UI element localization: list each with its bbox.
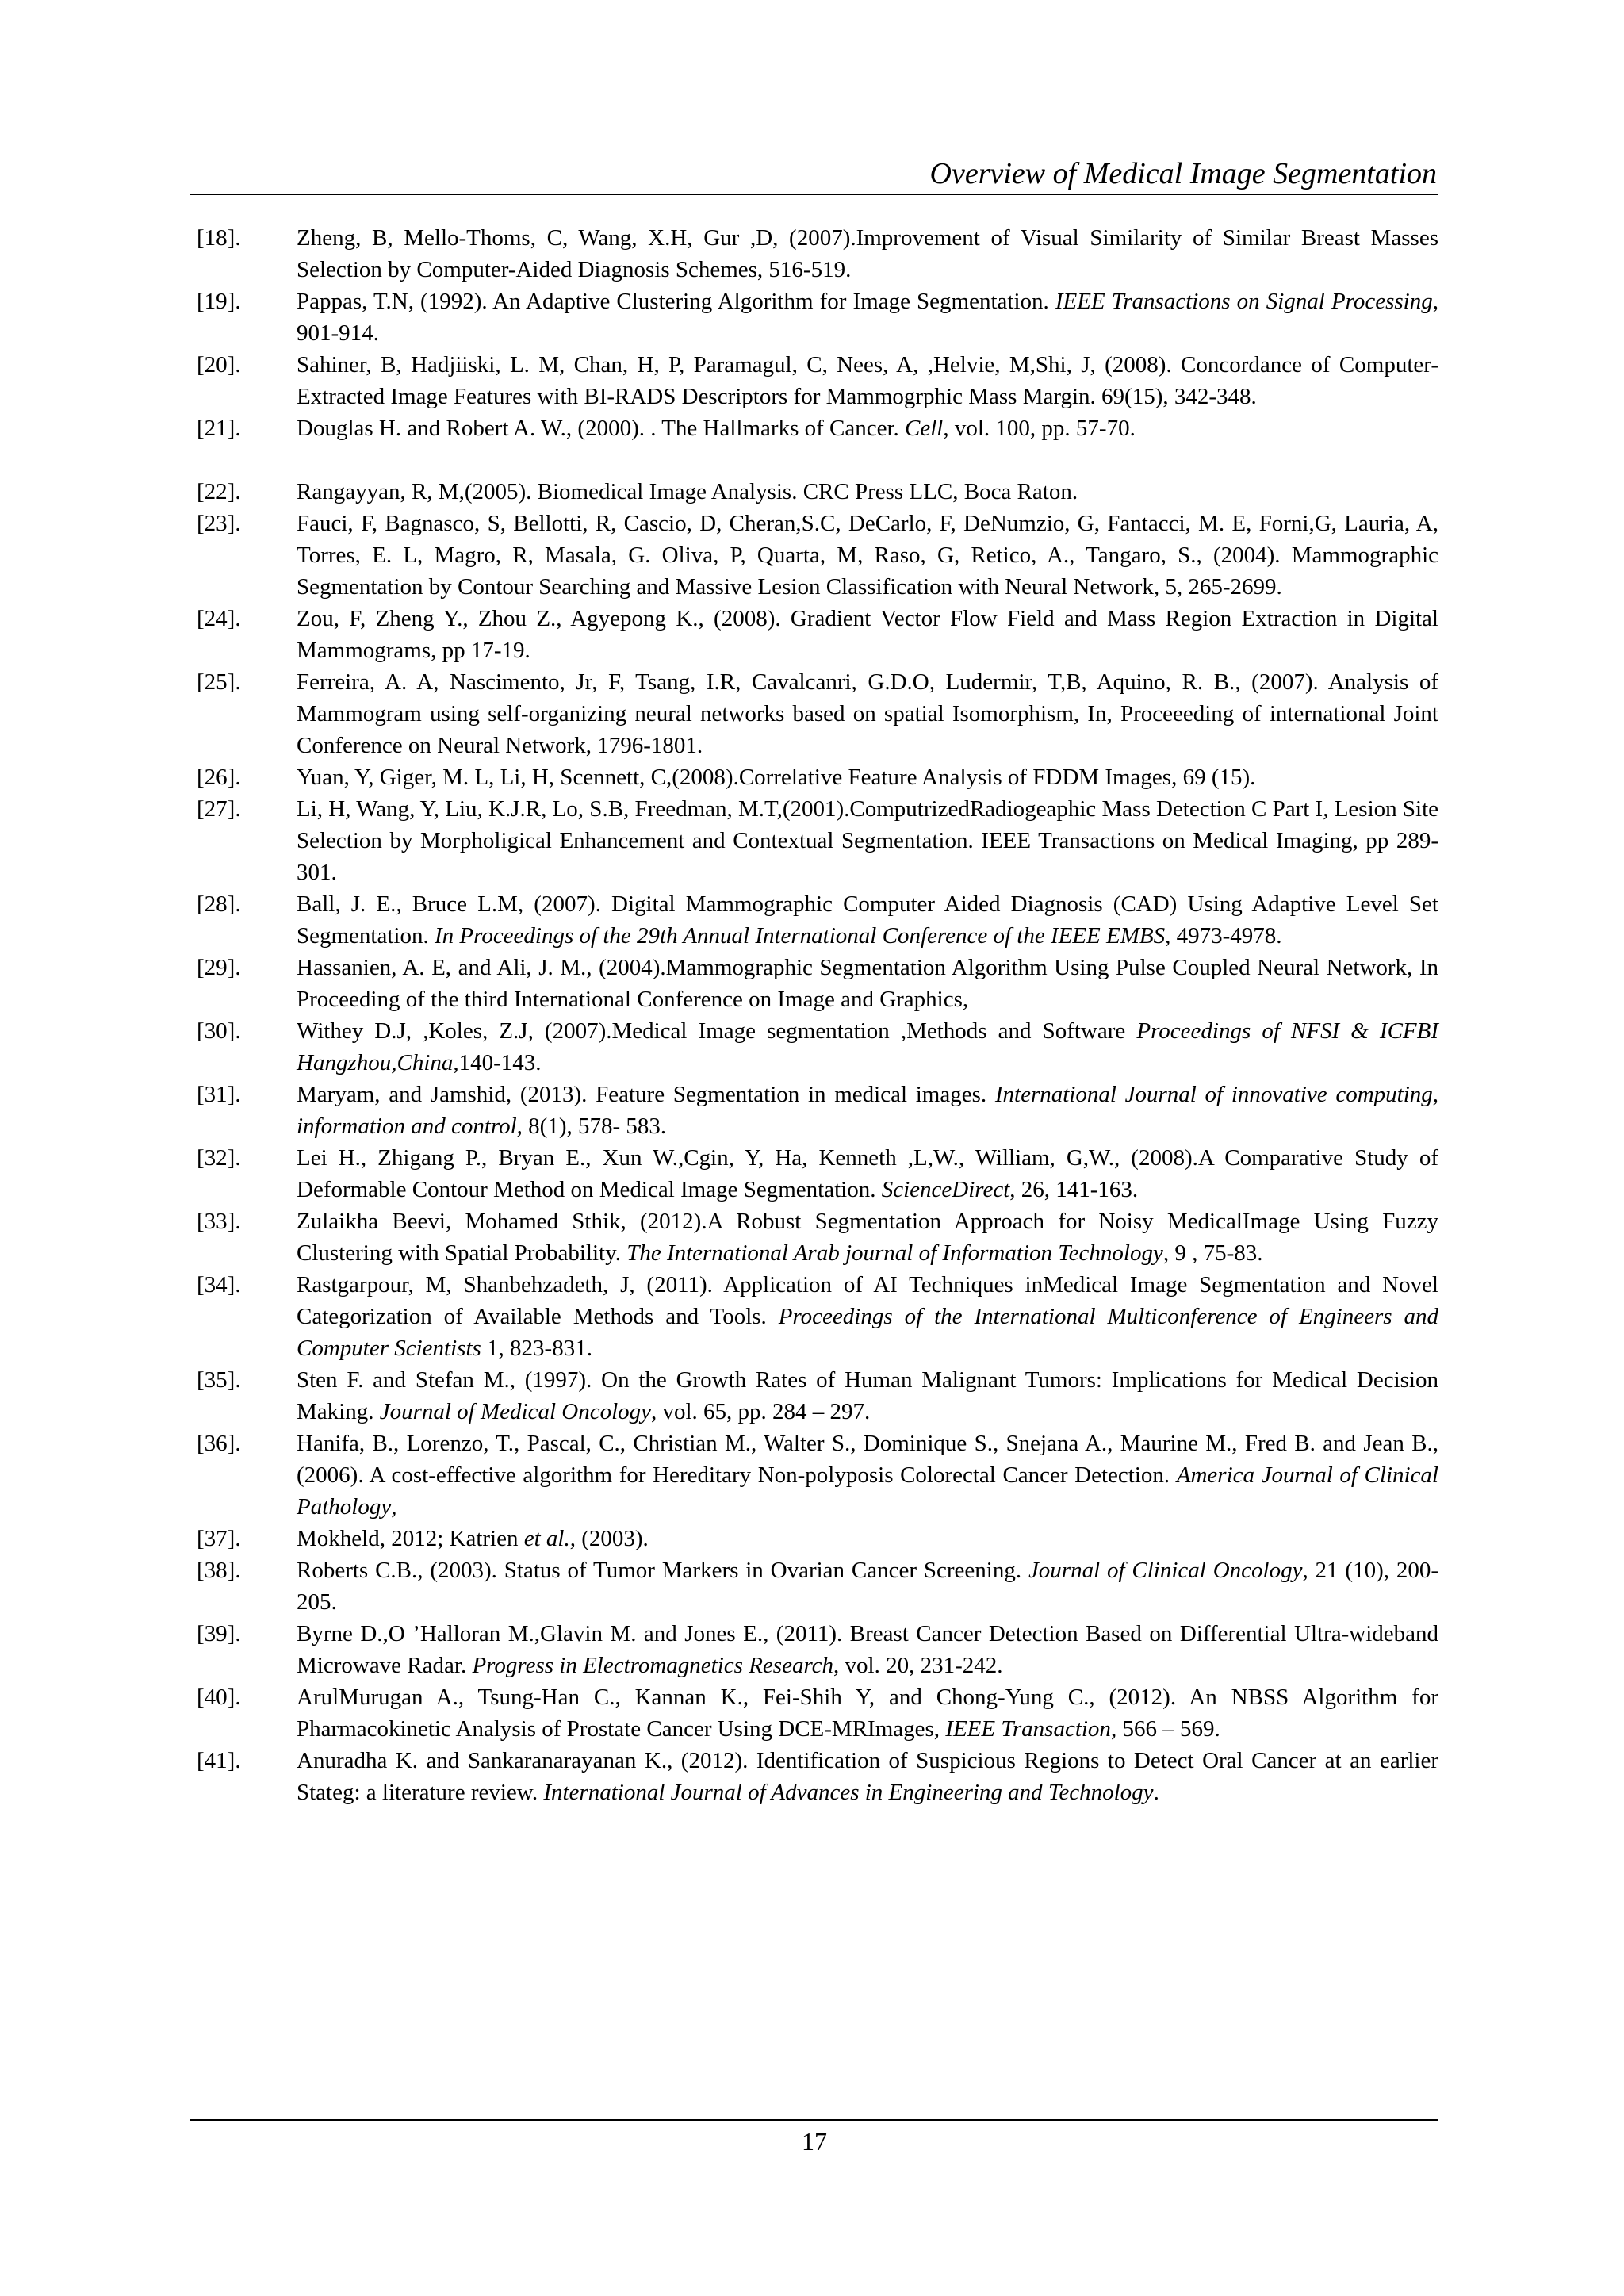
reference-item bbox=[197, 412, 1438, 444]
reference-item bbox=[197, 1079, 1438, 1142]
reference-segment: Rangayyan, R, M,(2005). Biomedical Image Analysis. CRC Press LLC, Boca Raton. bbox=[297, 479, 1078, 504]
reference-source-italic: IEEE Transactions on Signal Processing bbox=[1055, 289, 1433, 314]
reference-item bbox=[197, 761, 1438, 793]
reference-text bbox=[297, 1428, 1438, 1523]
reference-text bbox=[297, 1523, 1438, 1554]
reference-segment: Mokheld, 2012; Katrien bbox=[297, 1526, 524, 1551]
reference-segment: Hassanien, A. E, and Ali, J. M., (2004).Mammographic Segmentation Algorithm Using Pulse Coupled Neural Network, In Proceeding of the third International Conference on Image and Graphics, bbox=[297, 955, 1438, 1012]
reference-item bbox=[197, 1364, 1438, 1428]
reference-source-italic: Journal of Clinical Oncology bbox=[1028, 1558, 1303, 1583]
reference-text bbox=[297, 666, 1438, 761]
reference-text bbox=[297, 349, 1438, 412]
reference-text bbox=[297, 1554, 1438, 1618]
reference-item bbox=[197, 888, 1438, 952]
reference-item bbox=[197, 1015, 1438, 1079]
reference-item bbox=[197, 666, 1438, 761]
reference-text bbox=[297, 761, 1438, 793]
reference-segment: , vol. 20, 231-242. bbox=[833, 1653, 1003, 1678]
reference-number: [26]. bbox=[197, 765, 241, 790]
reference-item bbox=[197, 1523, 1438, 1554]
reference-text bbox=[297, 1745, 1438, 1808]
reference-number: [29]. bbox=[197, 955, 241, 980]
reference-number: [19]. bbox=[197, 289, 241, 314]
reference-source-italic: In Proceedings of the 29th Annual International Conference of the IEEE EMBS bbox=[434, 923, 1166, 949]
reference-segment: Li, H, Wang, Y, Liu, K.J.R, Lo, S.B, Freedman, M.T,(2001).ComputrizedRadiogeaphic Mass Detection C Part I, Lesion Site Selection by Morpholigical Enhancement and Contextual Segmentation. IEEE Transactions on Medical Imaging, pp 289-301. bbox=[297, 796, 1438, 885]
reference-number: [23]. bbox=[197, 511, 241, 536]
reference-text bbox=[297, 1205, 1438, 1269]
reference-source-italic: et al., bbox=[523, 1526, 576, 1551]
reference-segment: Hanifa, B., Lorenzo, T., Pascal, C., Christian M., Walter S., Dominique S., Snejana A., Maurine M., Fred B. and Jean B., (2006). A cost-effective algorithm for Hereditary Non-polyposis Colorectal Cancer Detection. bbox=[297, 1431, 1438, 1488]
reference-text bbox=[297, 222, 1438, 286]
reference-segment: Douglas H. and Robert A. W., (2000). . The Hallmarks of Cancer. bbox=[297, 416, 906, 441]
footer-rule bbox=[190, 2119, 1438, 2121]
reference-source-italic: Proceedings of the International Multiconference of Engineers and Computer Scientists bbox=[297, 1304, 1438, 1361]
reference-segment: , vol. 100, pp. 57-70. bbox=[943, 416, 1136, 441]
reference-number: [21]. bbox=[197, 416, 241, 441]
reference-segment: Roberts C.B., (2003). Status of Tumor Markers in Ovarian Cancer Screening. bbox=[297, 1558, 1028, 1583]
reference-number: [37]. bbox=[197, 1526, 241, 1551]
reference-text bbox=[297, 1015, 1438, 1079]
page-number: 17 bbox=[802, 2127, 827, 2156]
reference-segment: Pappas, T.N, (1992). An Adaptive Clustering Algorithm for Image Segmentation. bbox=[297, 289, 1055, 314]
reference-text bbox=[297, 1364, 1438, 1428]
reference-source-italic: ScienceDirect bbox=[881, 1177, 1010, 1202]
reference-segment: Anuradha K. and Sankaranarayanan K., (2012). Identification of Suspicious Regions to Detect Oral Cancer at an earlier Stateg: a literature review. bbox=[297, 1748, 1438, 1805]
reference-source-italic: IEEE Transaction bbox=[945, 1716, 1111, 1742]
reference-item bbox=[197, 1745, 1438, 1808]
reference-text bbox=[297, 1618, 1438, 1681]
reference-segment: Yuan, Y, Giger, M. L, Li, H, Scennett, C,(2008).Correlative Feature Analysis of FDDM Images, 69 (15). bbox=[297, 765, 1256, 790]
reference-source-italic: Proceedings of NFSI & ICFBI Hangzhou,China, bbox=[297, 1018, 1438, 1075]
reference-segment: Fauci, F, Bagnasco, S, Bellotti, R, Cascio, D, Cheran,S.C, DeCarlo, F, DeNumzio, G, Fantacci, M. E, Forni,G, Lauria, A, Torres, E. L, Magro, R, Masala, G. Oliva, P, Quarta, M, Raso, G, Retico, A., Tangaro, S., (2004). Mammographic Segmentation by Contour Searching and Massive Lesion Classification with Neural Network, 5, 265-2699. bbox=[297, 511, 1438, 600]
reference-item bbox=[197, 222, 1438, 286]
reference-number: [30]. bbox=[197, 1018, 241, 1044]
reference-source-italic: Progress in Electromagnetics Research bbox=[472, 1653, 834, 1678]
reference-segment: Withey D.J, ,Koles, Z.J, (2007).Medical Image segmentation ,Methods and Software bbox=[297, 1018, 1137, 1044]
reference-text bbox=[297, 1681, 1438, 1745]
reference-segment: 8(1), 578- 583. bbox=[522, 1114, 667, 1139]
reference-item bbox=[197, 1554, 1438, 1618]
reference-text bbox=[297, 888, 1438, 952]
running-head: Overview of Medical Image Segmentation bbox=[929, 157, 1437, 190]
reference-segment: Ball, J. E., Bruce L.M, (2007). Digital Mammographic Computer Aided Diagnosis (CAD) Using Adaptive Level Set Segmentation. bbox=[297, 891, 1438, 949]
reference-text bbox=[297, 476, 1438, 508]
reference-segment: Zheng, B, Mello-Thoms, C, Wang, X.H, Gur ,D, (2007).Improvement of Visual Similarity of Similar Breast Masses Selection by Computer-Aided Diagnosis Schemes, 516-519. bbox=[297, 225, 1438, 282]
reference-number: [25]. bbox=[197, 669, 241, 695]
reference-segment: , 4973-4978. bbox=[1165, 923, 1282, 949]
reference-list bbox=[197, 222, 1438, 1808]
reference-number: [34]. bbox=[197, 1272, 241, 1297]
reference-segment: Sahiner, B, Hadjiiski, L. M, Chan, H, P, Paramagul, C, Nees, A, ,Helvie, M,Shi, J, (2008). Concordance of Computer-Extracted Image Features with BI-RADS Descriptors for Mammogrphic Mass Margin. 69(15), 342-348. bbox=[297, 352, 1438, 409]
reference-item bbox=[197, 476, 1438, 508]
reference-text bbox=[297, 508, 1438, 603]
reference-item bbox=[197, 286, 1438, 349]
reference-segment: . bbox=[1153, 1780, 1159, 1805]
reference-segment: , 9 , 75-83. bbox=[1162, 1240, 1263, 1266]
reference-number: [27]. bbox=[197, 796, 241, 822]
reference-number: [40]. bbox=[197, 1685, 241, 1710]
reference-segment: Ferreira, A. A, Nascimento, Jr, F, Tsang, I.R, Cavalcanri, G.D.O, Ludermir, T,B, Aquino, R. B., (2007). Analysis of Mammogram using self-organizing neural networks based on spatial Isomorphism, In, Proceeeding of international Joint Conference on Neural Network, 1796-1801. bbox=[297, 669, 1438, 758]
reference-source-italic: The International Arab journal of Information Technology bbox=[626, 1240, 1163, 1266]
reference-segment: Maryam, and Jamshid, (2013). Feature Segmentation in medical images. bbox=[297, 1082, 995, 1107]
reference-text bbox=[297, 286, 1438, 349]
reference-number: [31]. bbox=[197, 1082, 241, 1107]
reference-segment: , vol. 65, pp. 284 – 297. bbox=[651, 1399, 871, 1424]
reference-source-italic: International Journal of innovative computing, information and control, bbox=[297, 1082, 1439, 1139]
reference-text bbox=[297, 412, 1438, 444]
reference-segment: Byrne D.,O ’Halloran M.,Glavin M. and Jones E., (2011). Breast Cancer Detection Based on Differential Ultra-wideband Microwave Radar. bbox=[297, 1621, 1438, 1678]
reference-number: [36]. bbox=[197, 1431, 241, 1456]
reference-source-italic: America Journal of Clinical Pathology bbox=[297, 1462, 1438, 1520]
reference-text bbox=[297, 603, 1438, 666]
reference-source-italic: Cell bbox=[905, 416, 944, 441]
reference-number: [22]. bbox=[197, 479, 241, 504]
reference-segment: Rastgarpour, M, Shanbehzadeth, J, (2011). Application of AI Techniques inMedical Image Segmentation and Novel Categorization of Available Methods and Tools. bbox=[297, 1272, 1438, 1329]
reference-item bbox=[197, 1205, 1438, 1269]
reference-number: [39]. bbox=[197, 1621, 241, 1646]
reference-segment: 140-143. bbox=[458, 1050, 542, 1075]
reference-number: [41]. bbox=[197, 1748, 241, 1773]
reference-item bbox=[197, 349, 1438, 412]
reference-item bbox=[197, 508, 1438, 603]
reference-segment: Zulaikha Beevi, Mohamed Sthik, (2012).A Robust Segmentation Approach for Noisy MedicalImage Using Fuzzy Clustering with Spatial Probability. bbox=[297, 1209, 1438, 1266]
reference-number: [28]. bbox=[197, 891, 241, 917]
reference-item bbox=[197, 1428, 1438, 1523]
reference-number: [35]. bbox=[197, 1367, 241, 1393]
reference-source-italic: International Journal of Advances in Engineering and Technology bbox=[543, 1780, 1154, 1805]
reference-text bbox=[297, 1142, 1438, 1205]
reference-segment: 1, 823-831. bbox=[481, 1336, 592, 1361]
reference-item bbox=[197, 1681, 1438, 1745]
reference-text bbox=[297, 1269, 1438, 1364]
reference-item bbox=[197, 603, 1438, 666]
reference-number: [33]. bbox=[197, 1209, 241, 1234]
reference-number: [18]. bbox=[197, 225, 241, 251]
reference-segment: , 901-914. bbox=[297, 289, 1438, 346]
reference-number: [32]. bbox=[197, 1145, 241, 1171]
reference-segment: ArulMurugan A., Tsung-Han C., Kannan K., Fei-Shih Y, and Chong-Yung C., (2012). An NBSS Algorithm for Pharmacokinetic Analysis of Prostate Cancer Using DCE-MRImages, bbox=[297, 1685, 1438, 1742]
reference-segment: , 26, 141-163. bbox=[1009, 1177, 1139, 1202]
reference-number: [38]. bbox=[197, 1558, 241, 1583]
reference-item bbox=[197, 952, 1438, 1015]
reference-number: [24]. bbox=[197, 606, 241, 631]
reference-text bbox=[297, 952, 1438, 1015]
reference-segment: , bbox=[391, 1494, 397, 1520]
reference-segment: Sten F. and Stefan M., (1997). On the Growth Rates of Human Malignant Tumors: Implications for Medical Decision Making. bbox=[297, 1367, 1438, 1424]
reference-text bbox=[297, 1079, 1438, 1142]
reference-text bbox=[297, 793, 1438, 888]
reference-segment: , 21 (10), 200-205. bbox=[297, 1558, 1438, 1615]
reference-item bbox=[197, 1618, 1438, 1681]
reference-item bbox=[197, 1142, 1438, 1205]
reference-segment: Zou, F, Zheng Y., Zhou Z., Agyepong K., (2008). Gradient Vector Flow Field and Mass Region Extraction in Digital Mammograms, pp 17-19. bbox=[297, 606, 1438, 663]
header-rule bbox=[190, 194, 1438, 195]
reference-segment: Lei H., Zhigang P., Bryan E., Xun W.,Cgin, Y, Ha, Kenneth ,L,W., William, G,W., (2008).A Comparative Study of Deformable Contour Method on Medical Image Segmentation. bbox=[297, 1145, 1438, 1202]
reference-source-italic: Journal of Medical Oncology bbox=[379, 1399, 651, 1424]
reference-segment: (2003). bbox=[575, 1526, 649, 1551]
reference-number: [20]. bbox=[197, 352, 241, 378]
reference-segment: , 566 – 569. bbox=[1110, 1716, 1220, 1742]
reference-item bbox=[197, 793, 1438, 888]
reference-item bbox=[197, 1269, 1438, 1364]
